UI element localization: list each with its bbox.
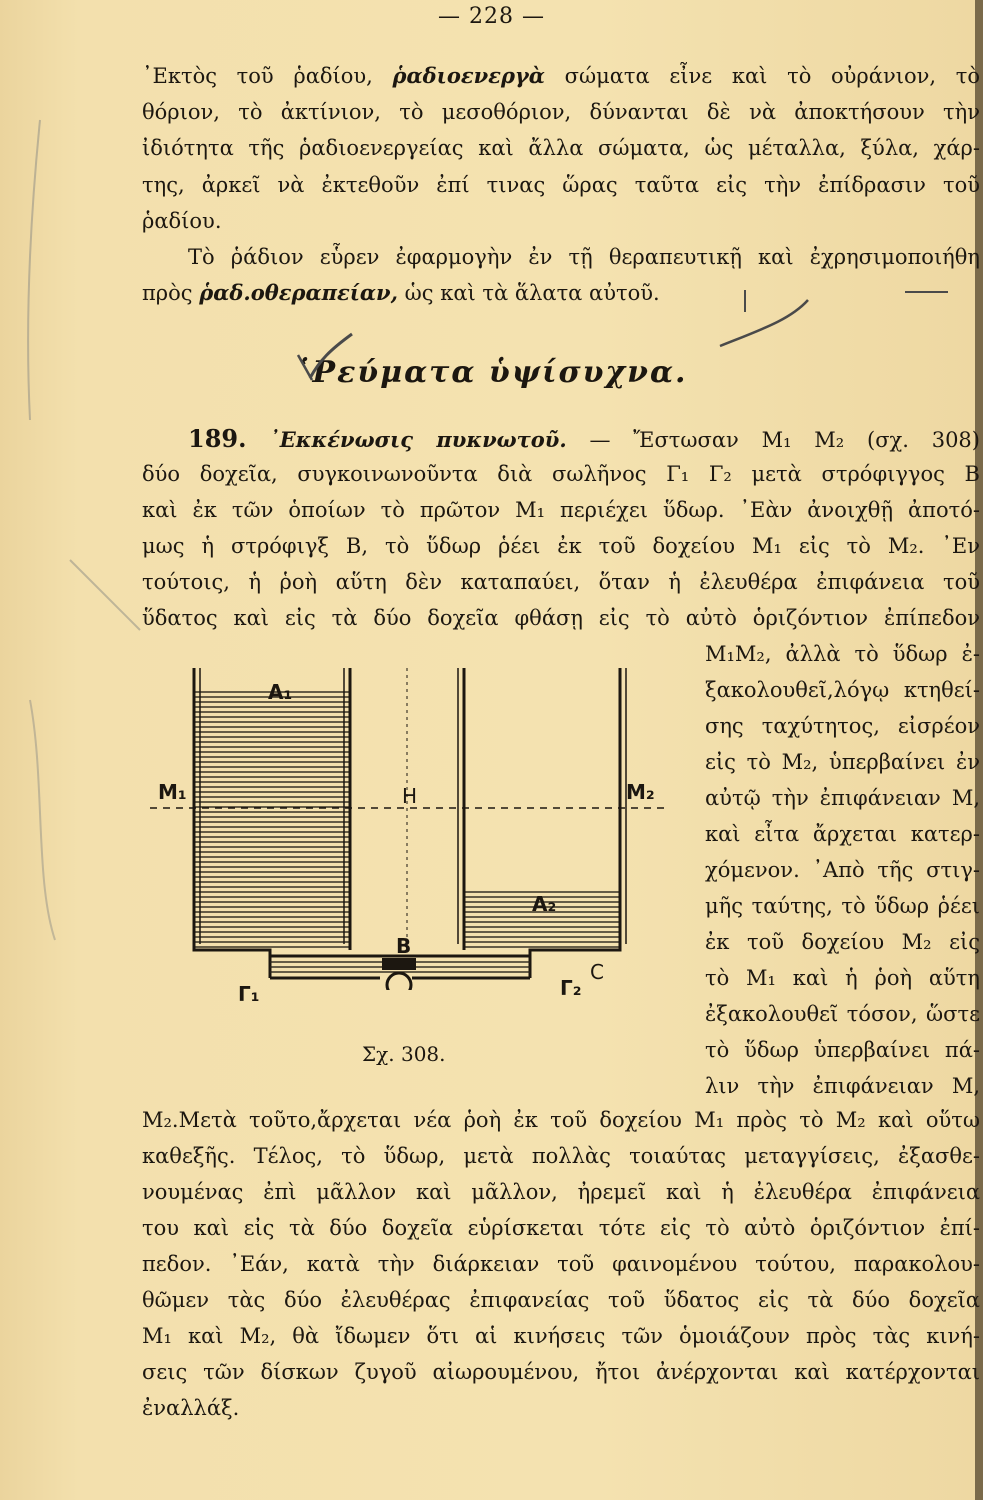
text-segment: ᾿Εκτὸς τοῦ ῥαδίου,	[142, 64, 373, 88]
bold-term-radioactive: ῥαδιοενεργὰ	[392, 63, 545, 88]
margin-pencil-note	[28, 120, 40, 420]
side-text-line: τὸ ὕδωρ ὑπερβαίνει πά-	[705, 1038, 980, 1062]
text-line: ἰδιότητα τῆς ῥαδιοενεργείας καὶ ἄλλα σώματα, ὡς μέταλλα, ξύλα, χάρ-	[142, 136, 980, 160]
side-text-line: μῆς ταύτης, τὸ ὕδωρ ῥέει	[705, 894, 980, 918]
text-line: θῶμεν τὰς δύο ἐλευθέρας ἐπιφανείας τοῦ ὕδατος εἰς τὰ δύο δοχεῖα	[142, 1288, 980, 1312]
text-line: τούτοις, ἡ ῥοὴ αὕτη δὲν καταπαύει, ὅταν ἡ ἐλευθέρα ἐπιφάνεια τοῦ	[142, 570, 980, 594]
text-line: του καὶ εἰς τὰ δύο δοχεῖα εὑρίσκεται τότε εἰς τὸ αὐτὸ ὁριζόντιον ἐπί-	[142, 1216, 980, 1240]
label-h: H	[402, 784, 418, 808]
text-line: Μ₁ καὶ Μ₂, θὰ ἴδωμεν ὅτι αἱ κινήσεις τῶν ὁμοιάζουν πρὸς τὰς κινή-	[142, 1324, 980, 1348]
side-text-line: αὐτῷ τὴν ἐπιφάνειαν Μ,	[705, 786, 980, 810]
side-text-line: εἰς τὸ Μ₂, ὑπερβαίνει ἐν	[705, 750, 980, 774]
side-text-line: ἐξακολουθεῖ τόσον, ὥστε	[705, 1002, 980, 1026]
text-segment: ὡς καὶ τὰ ἅλατα αὐτοῦ.	[404, 281, 660, 305]
text-line: μως ἡ στρόφιγξ Β, τὸ ὕδωρ ῥέει ἐκ τοῦ δοχείου Μ₁ εἰς τὸ Μ₂. ᾿Εν	[142, 534, 980, 558]
side-text-line: χόμενον. ᾿Απὸ τῆς στιγ-	[705, 858, 980, 882]
margin-pencil-line	[70, 560, 140, 630]
side-text-line: λιν τὴν ἐπιφάνειαν Μ,	[705, 1074, 980, 1098]
section-title: ᾿Εκκένωσις πυκνωτοῦ.	[269, 427, 567, 452]
pencil-stroke	[720, 300, 808, 346]
text-segment: σώματα εἶνε καὶ τὸ οὐράνιον, τὸ	[564, 64, 980, 88]
section-heading: ῾Ρεύματα ὑψίσυχνα.	[295, 355, 688, 390]
text-segment: πρὸς	[142, 281, 193, 305]
text-line: ὕδατος καὶ εἰς τὰ δύο δοχεῖα φθάσῃ εἰς τὸ αὐτὸ ὁριζόντιον ἐπίπεδον	[142, 606, 980, 630]
side-text-line: Μ₁Μ₂, ἀλλὰ τὸ ὕδωρ ἐ-	[705, 642, 980, 666]
pencil-check-mark-2	[298, 355, 312, 380]
side-text-line: καὶ εἶτα ἄρχεται κατερ-	[705, 822, 980, 846]
pencil-check-mark	[310, 334, 352, 378]
text-line: Τὸ ῥάδιον εὗρεν ἐφαρμογὴν ἐν τῇ θεραπευτικῇ καὶ ἐχρησιμοποιήθη	[188, 245, 980, 269]
label-a1: A₁	[268, 680, 293, 704]
side-text-line: τὸ Μ₁ καὶ ἡ ῥοὴ αὕτη	[705, 966, 980, 990]
text-line: ῥαδίου.	[142, 209, 222, 233]
text-line: σεις τῶν δίσκων ζυγοῦ αἰωρουμένου, ἤτοι ἀνέρχονται καὶ κατέρχονται	[142, 1360, 980, 1384]
side-text-line: σης ταχύτητος, εἰσρέον	[705, 714, 980, 738]
text-line: ἐναλλάξ.	[142, 1396, 240, 1420]
label-a2: A₂	[532, 892, 557, 916]
text-line: Μ₂.Μετὰ τοῦτο,ἄρχεται νέα ῥοὴ ἐκ τοῦ δοχείου Μ₁ πρὸς τὸ Μ₂ καὶ οὕτω	[142, 1108, 980, 1132]
text-line: καθεξῆς. Τέλος, τὸ ὕδωρ, μετὰ πολλὰς τοιαύτας μεταγγίσεις, ἐξασθε-	[142, 1144, 980, 1168]
text-line: νουμένας ἐπὶ μᾶλλον καὶ μᾶλλον, ἠρεμεῖ καὶ ἡ ἐλευθέρα ἐπιφάνεια	[142, 1180, 980, 1204]
label-m1: M₁	[158, 780, 187, 804]
label-g2: Γ₂	[560, 976, 582, 1000]
label-g1: Γ₁	[238, 982, 260, 1006]
page-number: — 228 —	[438, 4, 545, 29]
figure-caption: Σχ. 308.	[362, 1042, 446, 1066]
margin-pencil-scribble	[30, 700, 55, 940]
side-text-line: ξακολουθεῖ,λόγῳ κτηθεί-	[705, 678, 980, 702]
side-text-line: ἐκ τοῦ δοχείου Μ₂ εἰς	[705, 930, 980, 954]
label-c: C	[590, 960, 604, 984]
text-line: δύο δοχεῖα, συγκοινωνοῦντα διὰ σωλῆνος Γ₁ Γ₂ μετὰ στρόφιγγος Β	[142, 462, 980, 486]
text-segment: — Ἔστωσαν Μ₁ Μ₂ (σχ. 308)	[589, 428, 980, 452]
bold-term-radiotherapy: ῥαδ.οθεραπείαν,	[199, 280, 398, 305]
text-line: θόριον, τὸ ἀκτίνιον, τὸ μεσοθόριον, δύνανται δὲ νὰ ἀποκτήσουν τὴν	[142, 100, 980, 124]
text-line: της, ἀρκεῖ νὰ ἐκτεθοῦν ἐπί τινας ὥρας ταῦτα εἰς τὴν ἐπίδρασιν τοῦ	[142, 173, 980, 197]
label-m2: M₂	[626, 780, 655, 804]
text-line: πεδον. ᾿Εάν, κατὰ τὴν διάρκειαν τοῦ φαινομένου τούτου, παρακολου-	[142, 1252, 980, 1276]
text-line: καὶ ἐκ τῶν ὁποίων τὸ πρῶτον Μ₁ περιέχει ὕδωρ. ᾿Εὰν ἀνοιχθῇ ἀποτό-	[142, 498, 980, 522]
label-b: B	[396, 934, 412, 958]
section-number: 189.	[188, 425, 247, 453]
